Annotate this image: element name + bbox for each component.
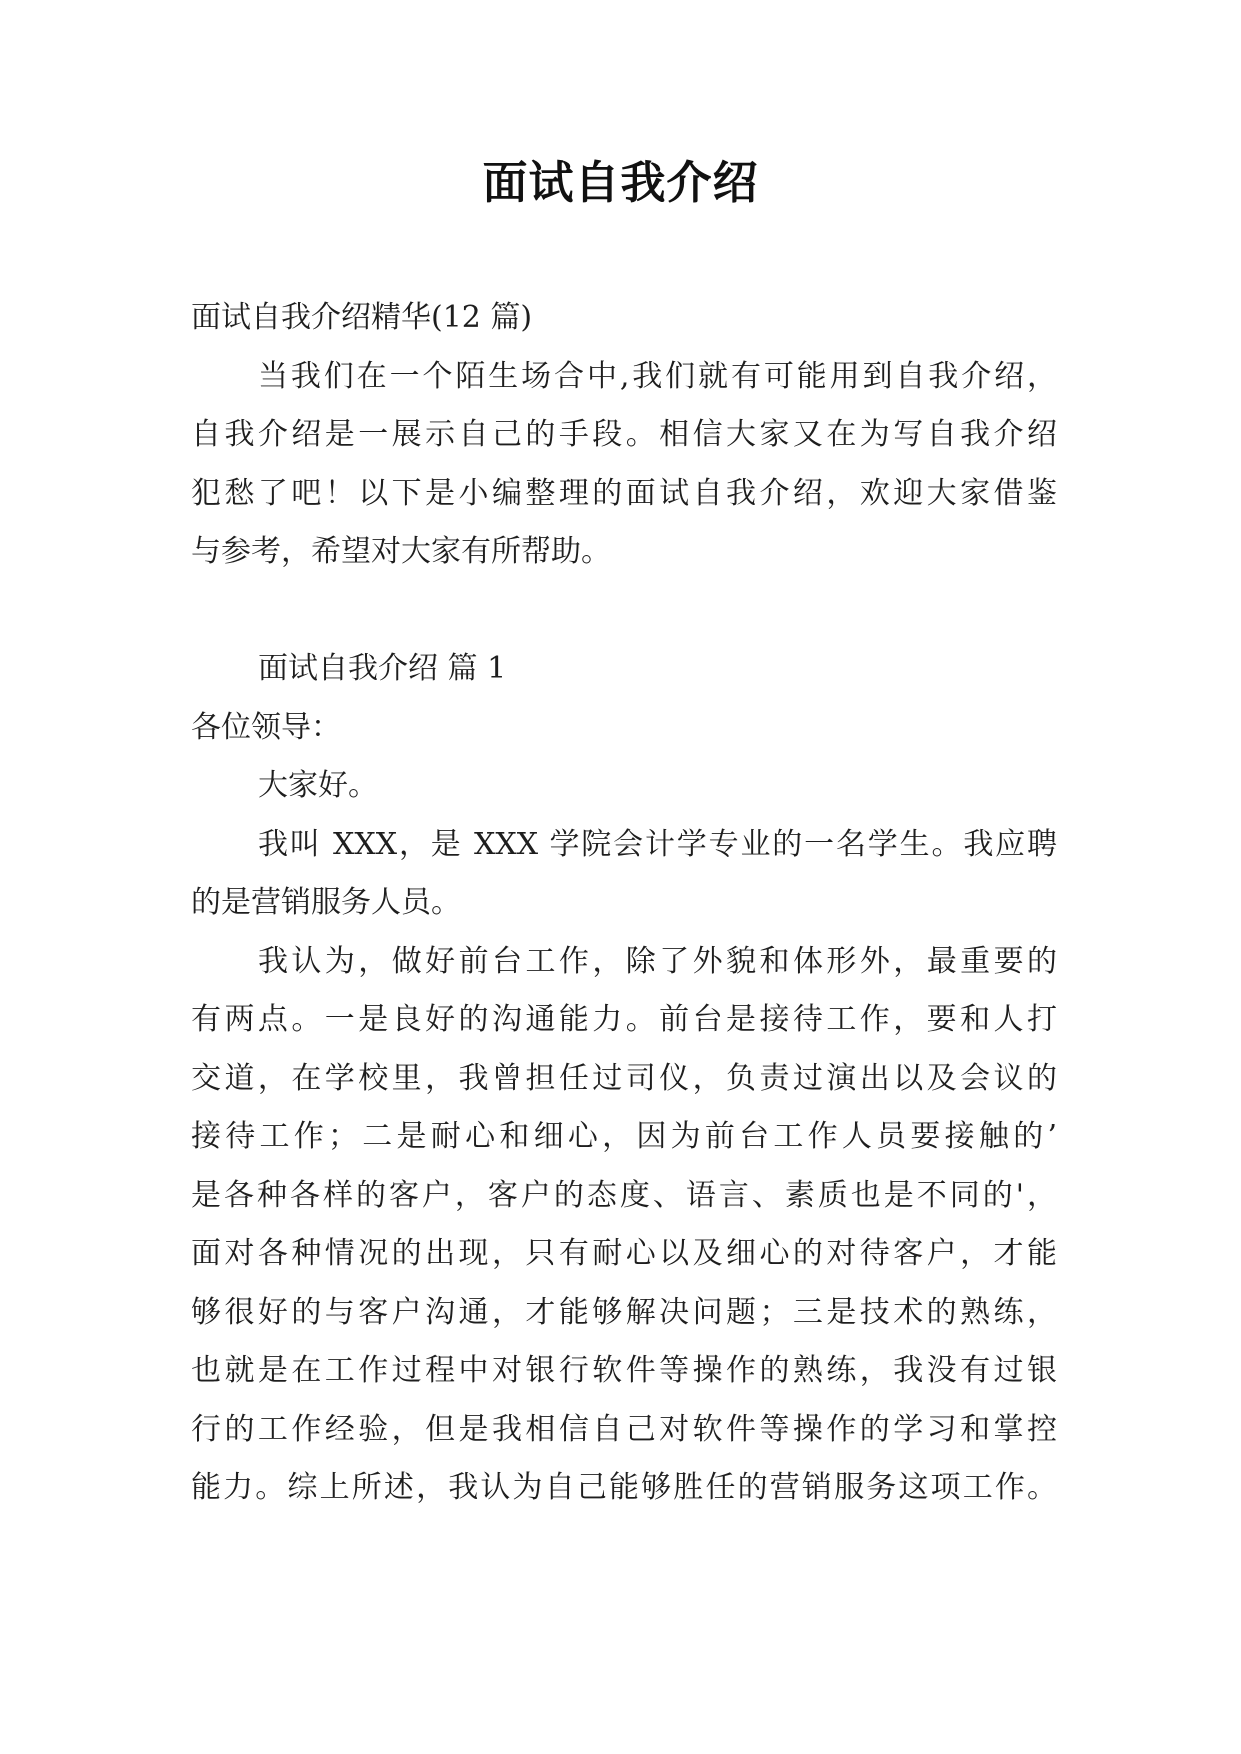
paragraph-line: 接待工作；二是耐心和细心，因为前台工作人员要接触的’ — [191, 1119, 1057, 1154]
document-subtitle: 面试自我介绍精华(12 篇) — [191, 300, 533, 335]
intro-paragraph — [191, 348, 1057, 582]
paragraph-line: 面对各种情况的出现，只有耐心以及细心的对待客户，才能 — [191, 1236, 1057, 1271]
paragraph-line: 能力。综上所述，我认为自己能够胜任的营销服务这项工作。 — [191, 1470, 1057, 1505]
greeting: 大家好。 — [258, 768, 378, 803]
paragraph-line: 够很好的与客户沟通，才能够解决问题；三是技术的熟练， — [191, 1294, 1057, 1330]
body-paragraph — [191, 933, 1057, 1518]
paragraph-line: 是各种各样的客户，客户的态度、语言、素质也是不同的'， — [191, 1177, 1057, 1213]
paragraph-line: 我叫 XXX，是 XXX 学院会计学专业的一名学生。我应聘 — [258, 826, 1057, 862]
document-body — [191, 289, 1057, 1518]
paragraph-line: 有两点。一是良好的沟通能力。前台是接待工作，要和人打 — [191, 1002, 1057, 1037]
document-title: 面试自我介绍 — [482, 156, 759, 209]
salutation: 各位领导： — [191, 709, 341, 745]
article-heading: 面试自我介绍 篇 1 — [258, 651, 507, 686]
paragraph-line: 当我们在一个陌生场合中,我们就有可能用到自我介绍， — [258, 358, 1057, 394]
paragraph-line: 行的工作经验，但是我相信自己对软件等操作的学习和掌控 — [191, 1411, 1057, 1447]
paragraph-line: 我认为，做好前台工作，除了外貌和体形外，最重要的 — [258, 943, 1057, 979]
paragraph-line: 的是营销服务人员。 — [191, 885, 461, 920]
paragraph-line: 自我介绍是一展示自己的手段。相信大家又在为写自我介绍 — [191, 417, 1057, 452]
body-paragraph — [191, 816, 1057, 933]
paragraph-line: 犯愁了吧！以下是小编整理的面试自我介绍，欢迎大家借鉴 — [191, 475, 1057, 511]
paragraph-line: 交道，在学校里，我曾担任过司仪，负责过演出以及会议的 — [191, 1060, 1057, 1096]
paragraph-line: 也就是在工作过程中对银行软件等操作的熟练，我没有过银 — [191, 1353, 1057, 1388]
paragraph-line: 与参考，希望对大家有所帮助。 — [191, 534, 611, 569]
blank-line — [191, 582, 1057, 641]
